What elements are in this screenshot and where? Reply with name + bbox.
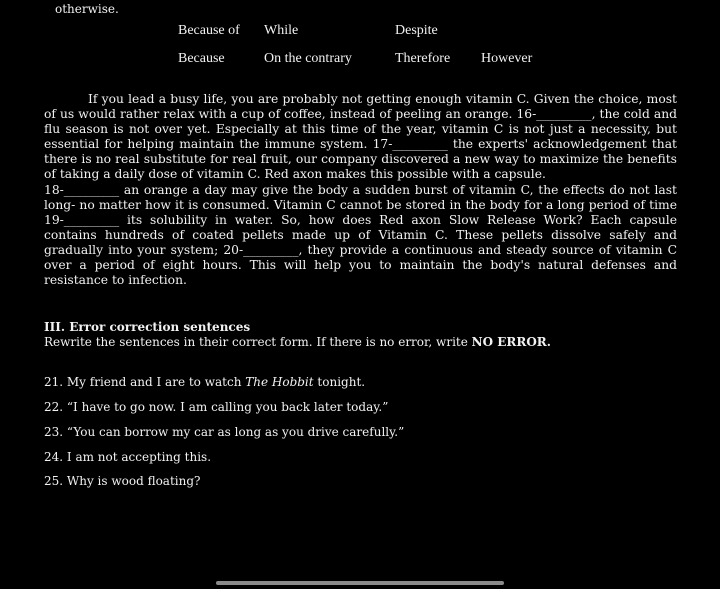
sentence-25: 25. Why is wood floating?	[44, 474, 201, 488]
instruction-no-error: NO ERROR.	[471, 335, 551, 349]
passage-paragraph-1: If you lead a busy life, you are probably not getting enough vitamin C. Given the choice, most of us would rather relax with a cup of coffee, instead of peeling an orange. 16-_________, the cold and flu season is not over yet. Especially at this time of the year, vitamin C is not just a necessity, but essential for helping maintain the immune system. 17-_________ the experts' acknowledgement that there is no real substitute for real fruit, our company discovered a new way to maximize the benefits of taking a daily dose of vitamin C. Red axon makes this possible with a capsule.	[44, 92, 677, 182]
horizontal-scrollbar[interactable]	[216, 581, 504, 585]
sentence-21-suffix: tonight.	[313, 375, 366, 389]
passage-paragraph-2: 18-_________ an orange a day may give the body a sudden burst of vitamin C, the effects do not last long- no matter how it is consumed. Vitamin C cannot be stored in the body for a long period of time 19-_________ its solubility in water. So, how does Red axon Slow Release Work? Each capsule contains hundreds of coated pellets made up of Vitamin C. These pellets dissolve safely and gradually into your system; 20-_________, they provide a continuous and steady source of vitamin C over a period of eight hours. This will help you to maintain the body's natural defenses and resistance to infection.	[44, 182, 677, 288]
reading-passage	[44, 92, 677, 288]
word-option: While	[264, 23, 299, 38]
sentence-24: 24. I am not accepting this.	[44, 450, 212, 464]
word-option: Despite	[395, 23, 438, 38]
sentence-23: 23. “You can borrow my car as long as you drive carefully.”	[44, 425, 405, 439]
word-option: Because	[178, 51, 225, 66]
section-instruction	[44, 335, 551, 349]
top-fragment: otherwise.	[55, 2, 119, 16]
word-option: Because of	[178, 23, 240, 38]
word-option: Therefore	[395, 51, 451, 66]
sentence-21-title: The Hobbit	[245, 375, 314, 389]
word-option: On the contrary	[264, 51, 352, 66]
section-heading: III. Error correction sentences	[44, 320, 251, 334]
sentence-22: 22. “I have to go now. I am calling you back later today.”	[44, 400, 389, 414]
sentence-21-prefix: 21. My friend and I are to watch	[44, 375, 246, 389]
sentence-21	[44, 375, 365, 389]
word-option: However	[481, 51, 533, 66]
instruction-text: Rewrite the sentences in their correct form. If there is no error, write	[44, 335, 472, 349]
